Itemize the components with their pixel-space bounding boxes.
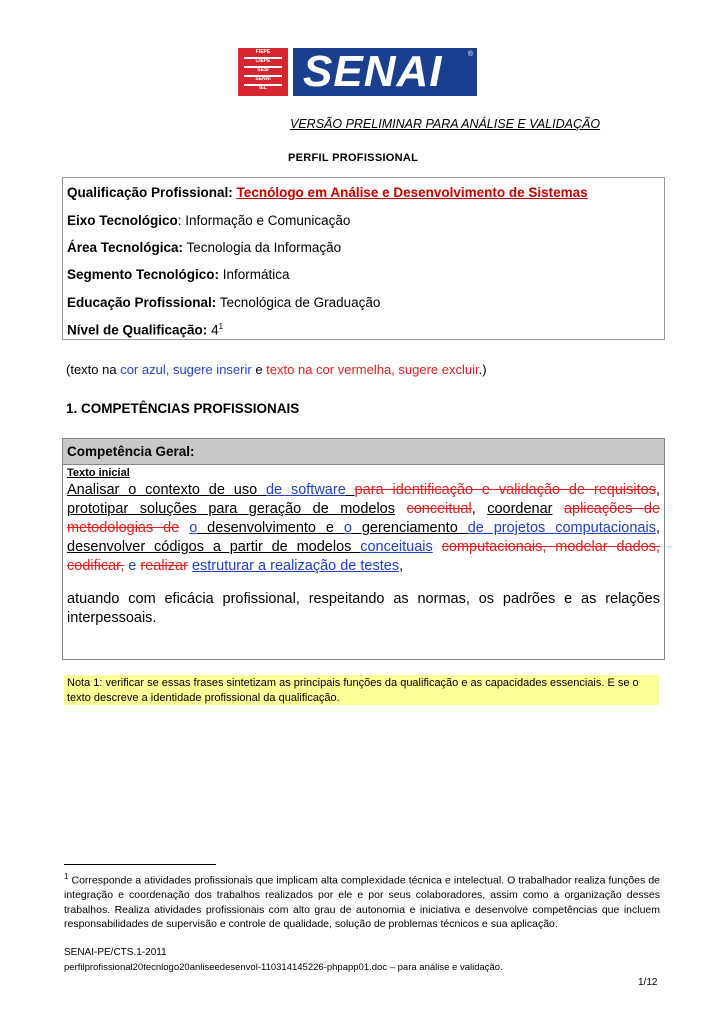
footer-filename: perfilprofissional20tecnlogo20anliseedesenvol-110314145226-phpapp01.doc – para análise e validação. <box>64 962 503 973</box>
legend-exclude: texto na cor vermelha, sugere excluir <box>266 362 479 377</box>
text-segment: de software <box>265 482 346 498</box>
color-legend <box>66 362 487 377</box>
footnote-mark: 1 <box>64 872 69 881</box>
text-segment: desenvolvimento e <box>197 520 344 536</box>
logo-line-text: IEL <box>259 85 267 91</box>
logo-line-text: SESI <box>257 67 269 73</box>
footnote-text: Corresponde a atividades profissionais que implicam alta complexidade técnica e intelectual. O trabalhador realiza funções de integração e coordenação dos trabalhos realizados por ele e por seus colaboradores, assim como a organização desses trabalhos. Realiza atividades profissionais com alto grau de autonomia e iniciativa e desenvolve competências que incluem responsabilidades de supervisão e controle de qualidade, solução de problemas técnicos e sua aplicação. <box>64 874 660 930</box>
text-segment: o <box>189 520 198 536</box>
text-segment: computacionais, modelar dados, codificar, <box>67 539 660 574</box>
text-segment: , prototipar soluções para geração de modelos <box>67 482 660 517</box>
qualificacao-value: Tecnólogo em Análise e Desenvolvimento de Sistemas <box>236 185 588 200</box>
text-segment: aplicações de metodologias de <box>67 501 661 536</box>
competencia-geral-box <box>62 438 665 660</box>
segmento-row <box>67 267 290 282</box>
nivel-value: 4 <box>207 322 219 338</box>
eixo-value: : Informação e Comunicação <box>177 213 351 228</box>
legend-text: (texto na <box>66 362 121 377</box>
logo-line-text: SENAI <box>255 76 271 82</box>
competencia-paragraph-2: atuando com eficácia profissional, respeitando as normas, os padrões e as relações interpessoais. <box>67 591 660 626</box>
educacao-label: Educação Profissional: <box>67 295 217 310</box>
preliminary-version-header: VERSÃO PRELIMINAR PARA ANÁLISE E VALIDAÇÃO <box>290 117 601 131</box>
competencia-header <box>63 439 664 465</box>
legend-text: .) <box>478 362 487 377</box>
note-highlight: Nota 1: verificar se essas frases sintetizam as principais funções da qualificação e as capacidades essenciais. E se o texto descreve a identidade profissional da qualificação. <box>64 675 659 705</box>
qualificacao-label: Qualificação Profissional: <box>67 185 237 200</box>
area-value: Tecnologia da Informação <box>183 240 342 255</box>
text-segment: realizar <box>140 558 188 574</box>
area-label: Área Tecnológica: <box>67 240 184 255</box>
nivel-label: Nível de Qualificação: <box>67 322 208 338</box>
logo-line-text: FIEPE <box>255 49 271 55</box>
text-segment: , desenvolver códigos a partir de modelos <box>67 520 660 555</box>
text-segment: e <box>128 558 137 574</box>
profile-header: PERFIL PROFISSIONAL <box>288 152 419 164</box>
text-segment <box>553 501 564 517</box>
texto-inicial-label: Texto inicial <box>67 467 130 479</box>
text-segment: de projetos computacionais <box>467 520 656 536</box>
legend-text: e <box>251 362 267 377</box>
text-segment: o <box>343 520 352 536</box>
educacao-value: Tecnológica de Graduação <box>216 295 381 310</box>
text-segment: gerenciamento <box>351 520 468 536</box>
educacao-row <box>67 295 380 310</box>
segmento-value: Informática <box>219 267 290 282</box>
text-segment: conceituais <box>360 539 433 555</box>
competencia-paragraph <box>67 481 660 576</box>
nivel-row <box>67 322 223 338</box>
legend-insert: cor azul, sugere inserir <box>120 362 252 377</box>
text-segment: coordenar <box>487 501 553 517</box>
text-segment: , <box>471 501 488 517</box>
qualification-info-box <box>62 177 665 340</box>
eixo-label: Eixo Tecnológico <box>67 213 178 228</box>
segmento-label: Segmento Tecnológico: <box>67 267 220 282</box>
competencia-title: Competência Geral: <box>67 444 195 459</box>
footnote-ref[interactable]: 1 <box>218 322 224 331</box>
area-row <box>67 240 341 255</box>
footnote-separator <box>64 864 216 865</box>
text-segment: conceitual <box>406 501 472 517</box>
text-segment <box>395 501 406 517</box>
text-segment <box>433 539 442 555</box>
logo-line-text: CIEPE <box>255 58 271 64</box>
eixo-row <box>67 213 350 228</box>
qualificacao-row <box>67 185 588 200</box>
section-title: 1. COMPETÊNCIAS PROFISSIONAIS <box>66 401 300 416</box>
logo-system-block <box>238 48 288 96</box>
registered-mark: ® <box>467 51 473 58</box>
senai-logo <box>293 48 477 96</box>
footnote <box>64 870 660 932</box>
text-segment <box>179 520 189 536</box>
page-number: 1/12 <box>638 977 658 988</box>
text-segment: Analisar o contexto de uso <box>67 482 266 498</box>
footer-code: SENAI-PE/CTS.1-2011 <box>64 947 167 958</box>
logo-word: SENAI <box>303 47 443 96</box>
text-segment: estruturar a realização de testes <box>191 558 400 574</box>
text-segment <box>346 482 355 498</box>
text-segment: para identificação e validação de requisitos <box>354 482 656 498</box>
text-segment: , <box>399 558 404 574</box>
